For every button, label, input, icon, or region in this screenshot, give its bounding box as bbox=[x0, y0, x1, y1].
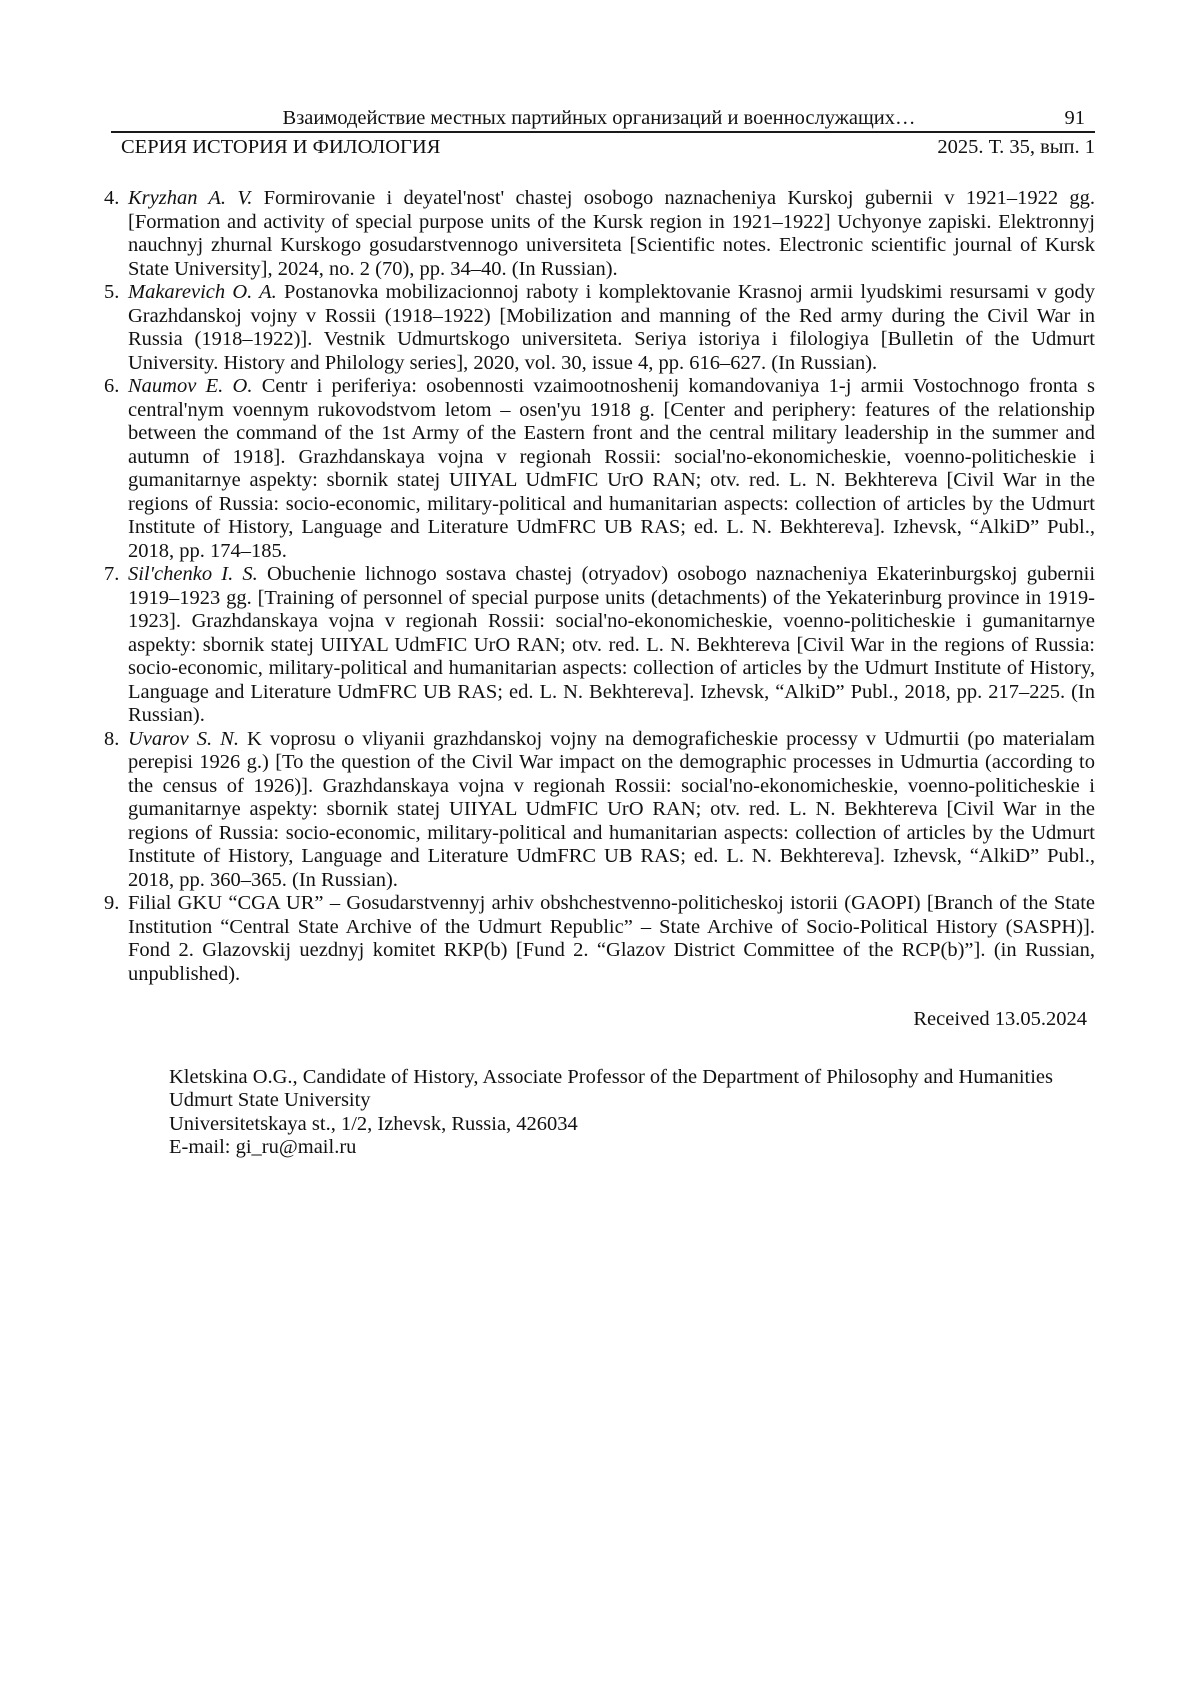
reference-author: Naumov E. O. bbox=[128, 375, 253, 397]
running-title: Взаимодействие местных партийных организаций и военнослужащих… bbox=[282, 107, 916, 129]
reference-text: Obuchenie lichnogo sostava chastej (otryadov) osobogo naznacheniya Ekaterinburgskoj gubernii 1919–1923 gg. [Training of personnel of special purpose units (detachments) of the Yekaterinburg province in 1919-1923]. Grazhdanskaya vojna v regionah Rossii: social'no-ekonomicheskie, voenno-politicheskie i gumanitarnye aspekty: sbornik statej UIIYAL UdmFIC UrO RAN; otv. red. L. N. Bekhtereva [Civil War in the regions of Russia: socio-economic, military-political and humanitarian aspects: collection of articles by the Udmurt Institute of History, Language and Literature UdmFRC UB RAS; ed. L. N. Bekhtereva]. Izhevsk, “AlkiD” Publ., 2018, pp. 217–225. (In Russian). bbox=[128, 563, 1096, 726]
reference-text: Postanovka mobilizacionnoj raboty i komplektovanie Krasnoj armii lyudskimi resursami v gody Grazhdanskoj vojny v Rossii (1918–1922) [Mobilization and manning of the Red army during the Civil War in Russia (1918–1922)]. Vestnik Udmurtskogo universiteta. Seriya istoriya i filologiya [Bulletin of the Udmurt University. History and Philology series], 2020, vol. 30, issue 4, pp. 616–627. (In Russian). bbox=[128, 281, 1095, 374]
reference-item bbox=[103, 375, 1095, 563]
reference-author: Sil'chenko I. S. bbox=[128, 563, 258, 585]
received-date: Received 13.05.2024 bbox=[913, 1008, 1087, 1030]
reference-item bbox=[103, 892, 1095, 986]
reference-item bbox=[103, 728, 1095, 893]
author-university: Udmurt State University bbox=[169, 1089, 371, 1111]
reference-item bbox=[103, 187, 1095, 281]
reference-item bbox=[103, 281, 1095, 375]
reference-number: 9. bbox=[104, 892, 120, 914]
author-info-block bbox=[103, 1066, 1095, 1160]
reference-number: 6. bbox=[104, 375, 120, 397]
reference-author: Kryzhan A. V. bbox=[128, 187, 253, 209]
reference-text: Centr i periferiya: osobennosti vzaimootnoshenij komandovaniya 1-j armii Vostochnogo fronta s central'nym voennym rukovodstvom letom – osen'yu 1918 g. [Center and periphery: features of the relationship between the command of the 1st Army of the Eastern front and the central military leadership in the summer and autumn of 1918]. Grazhdanskaya vojna v regionah Rossii: social'no-ekonomicheskie, voenno-politicheskie i gumanitarnye aspekty: sbornik statej UIIYAL UdmFIC UrO RAN; otv. red. L. N. Bekhtereva [Civil War in the regions of Russia: socio-economic, military-political and humanitarian aspects: collection of articles by the Udmurt Institute of History, Language and Literature UdmFRC UB RAS; ed. L. N. Bekhtereva]. Izhevsk, “AlkiD” Publ., 2018, pp. 174–185. bbox=[128, 375, 1096, 562]
volume-issue: 2025. Т. 35, вып. 1 bbox=[937, 136, 1095, 158]
author-email: E-mail: gi_ru@mail.ru bbox=[169, 1136, 357, 1158]
reference-author: Uvarov S. N. bbox=[128, 727, 239, 750]
series-line bbox=[103, 136, 1095, 158]
series-title: СЕРИЯ ИСТОРИЯ И ФИЛОЛОГИЯ bbox=[121, 136, 441, 158]
reference-number: 5. bbox=[104, 281, 120, 303]
reference-number: 4. bbox=[104, 187, 120, 209]
reference-text: Filial GKU “CGA UR” – Gosudarstvennyj arhiv obshchestvenno-politicheskoj istorii (GAOPI) [Branch of the State Institution “Central State Archive of the Udmurt Republic” – State Archive of Socio-Political History (SASPH)]. Fond 2. Glazovskij uezdnyj komitet RKP(b) [Fund 2. “Glazov District Committee of the RCP(b)”]. (in Russian, unpublished). bbox=[128, 892, 1095, 985]
page-number: 91 bbox=[1064, 107, 1085, 129]
running-head bbox=[103, 107, 1095, 129]
reference-text: Formirovanie i deyatel'nost' chastej osobogo naznacheniya Kurskoj gubernii v 1921–1922 gg. [Formation and activity of special purpose units of the Kursk region in 1921–1922] Uchyonye zapiski. Elektronnyj nauchnyj zhurnal Kurskogo gosudarstvennogo universiteta [Scientific notes. Electronic scientific journal of Kursk State University], 2024, no. 2 (70), pp. 34–40. (In Russian). bbox=[128, 187, 1095, 280]
header-rule bbox=[111, 131, 1095, 133]
author-address: Universitetskaya st., 1/2, Izhevsk, Russia, 426034 bbox=[169, 1112, 578, 1135]
reference-author: Makarevich O. A. bbox=[128, 281, 277, 303]
page-header bbox=[103, 107, 1095, 158]
reference-number: 7. bbox=[104, 563, 120, 585]
author-name-line: Kletskina O.G., Candidate of History, Associate Professor of the Department of Philosophy and Humanities bbox=[169, 1065, 1054, 1088]
reference-item bbox=[103, 563, 1095, 728]
references-list bbox=[103, 187, 1095, 986]
reference-number: 8. bbox=[104, 727, 120, 750]
reference-text: K voprosu o vliyanii grazhdanskoj vojny na demograficheskie processy v Udmurtii (po materialam perepisi 1926 g.) [To the question of the Civil War impact on the demographic processes in Udmurtia (according to the census of 1926)]. Grazhdanskaya vojna v regionah Rossii: social'no-ekonomicheskie, voenno-politicheskie i gumanitarnye aspekty: sbornik statej UIIYAL UdmFIC UrO RAN; otv. red. L. N. Bekhtereva [Civil War in the regions of Russia: socio-economic, military-political and humanitarian aspects: collection of articles by the Udmurt Institute of History, Language and Literature UdmFRC UB RAS; ed. L. N. Bekhtereva]. Izhevsk, “AlkiD” Publ., 2018, pp. 360–365. (In Russian). bbox=[128, 727, 1095, 891]
